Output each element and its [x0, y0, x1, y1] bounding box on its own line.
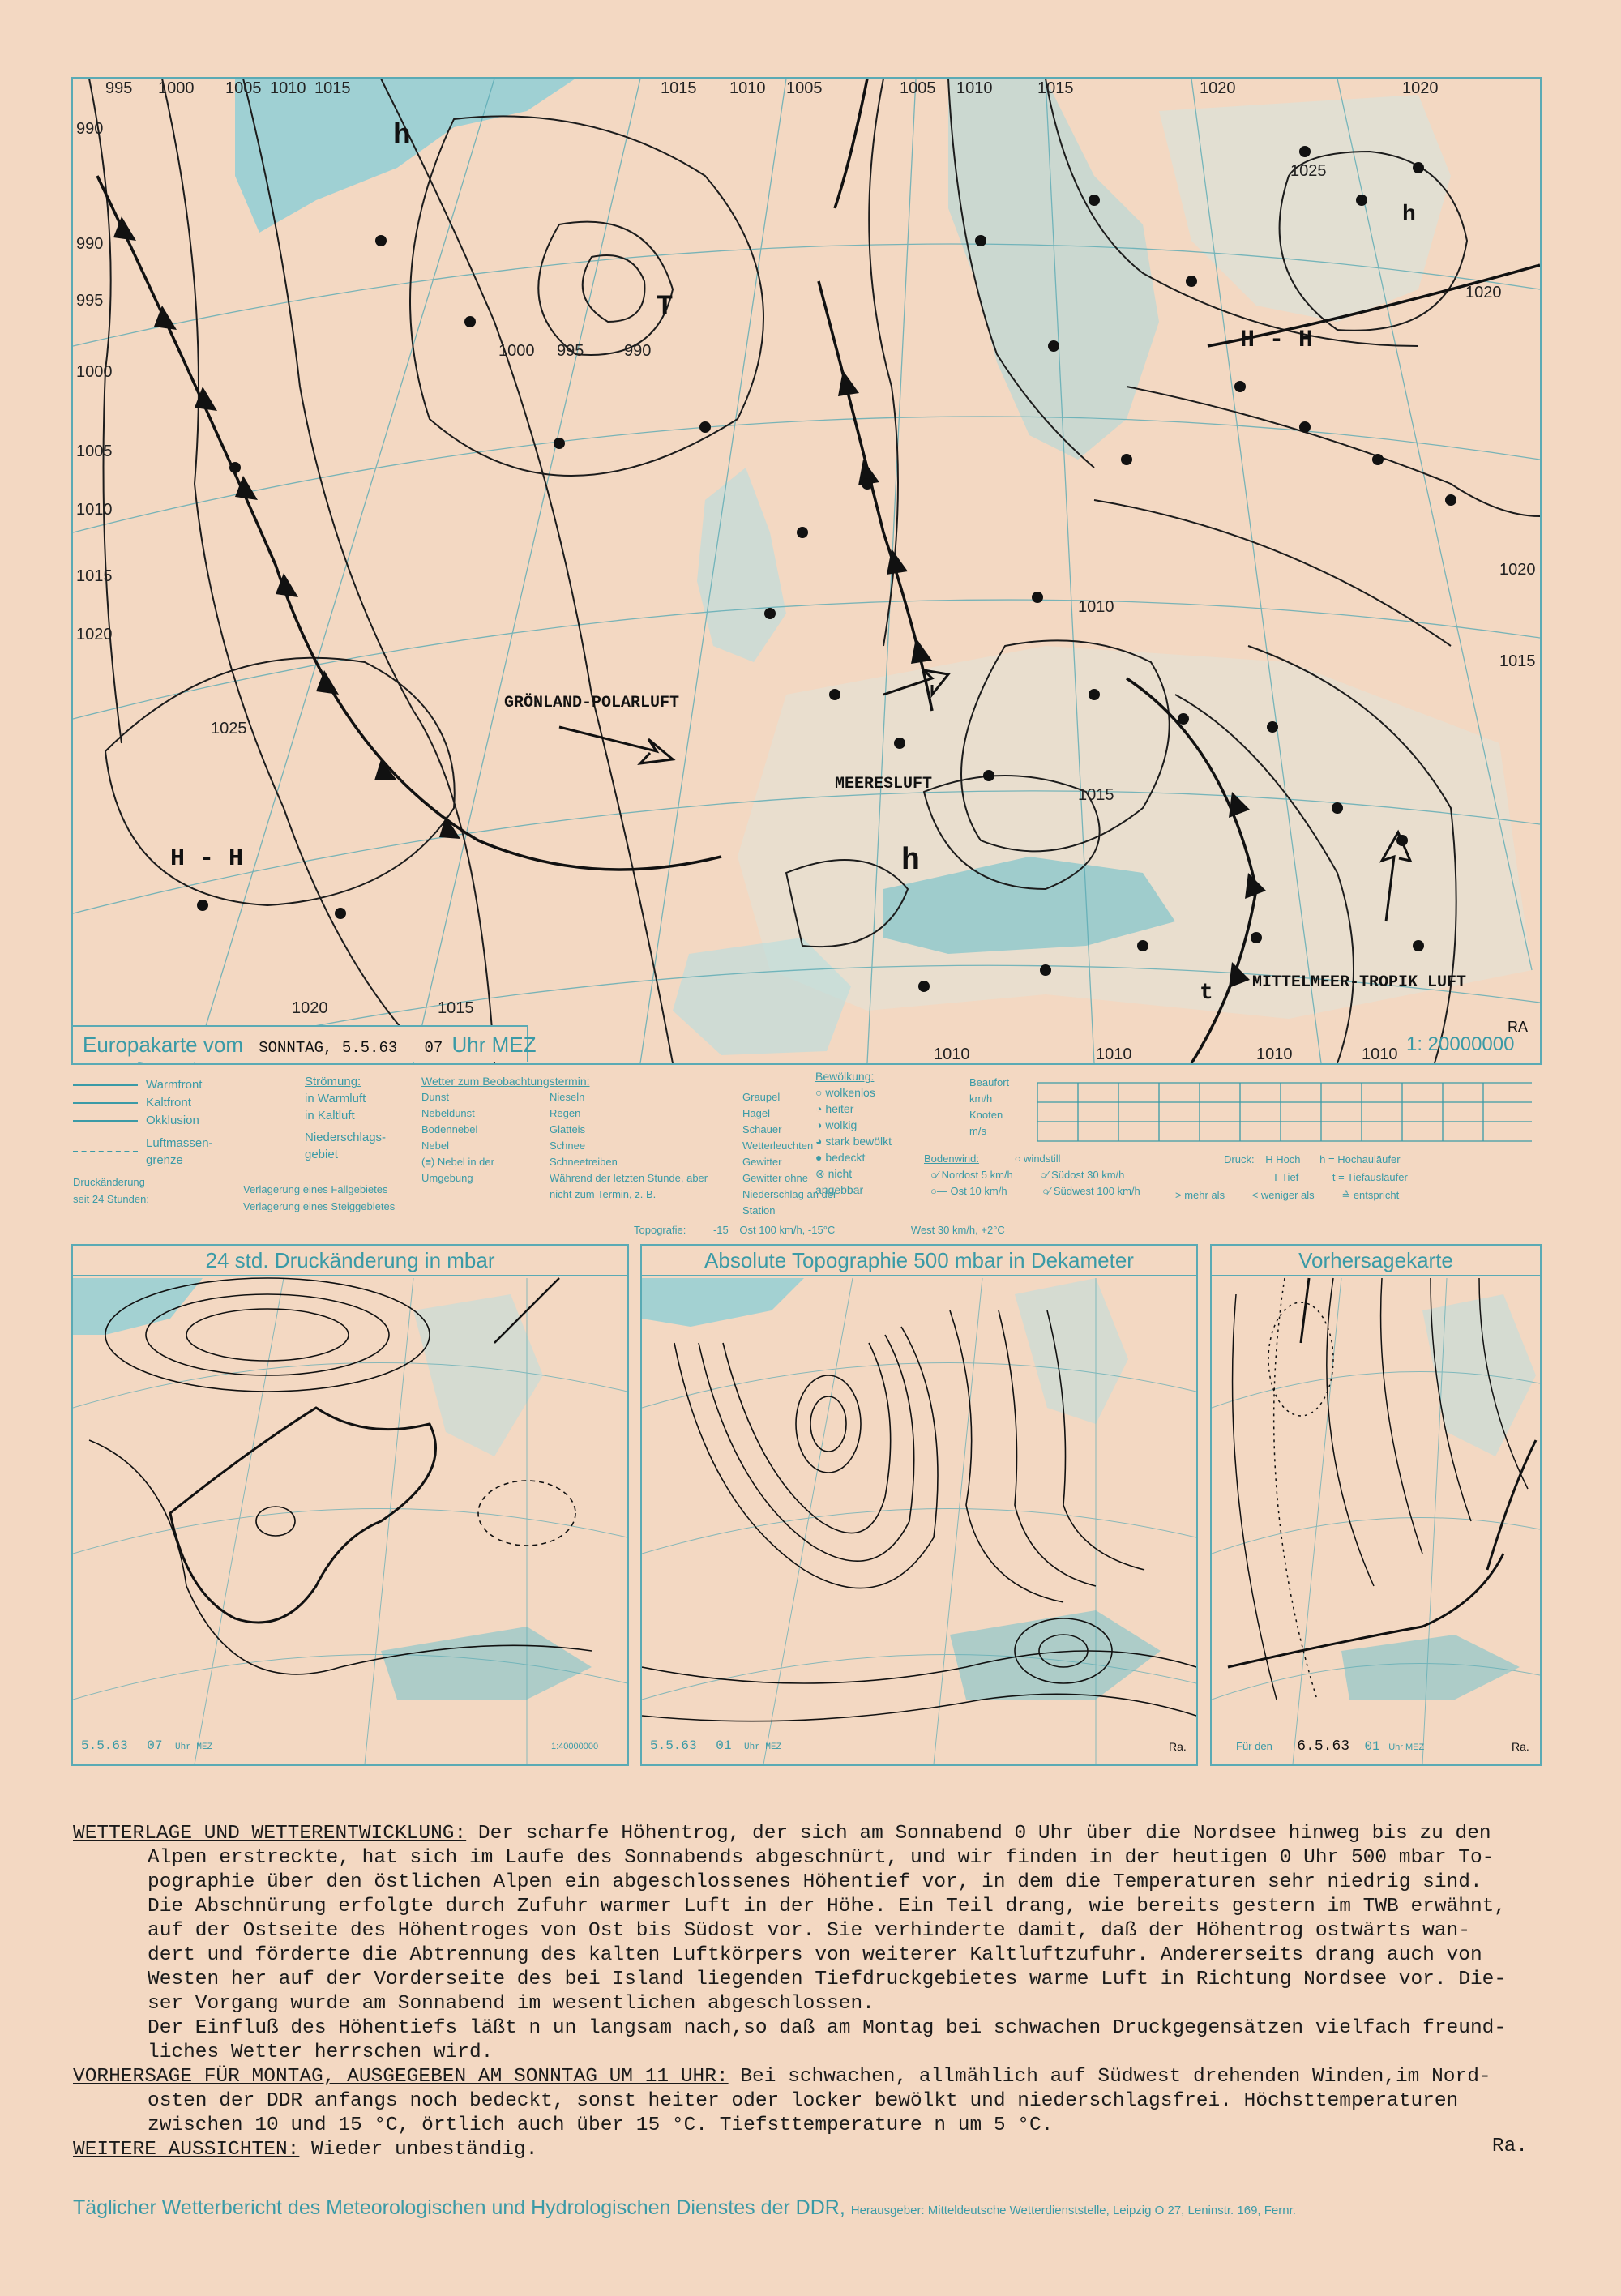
svg-text:1000: 1000: [158, 79, 195, 97]
svg-text:1005: 1005: [225, 79, 262, 97]
legend-bedeckt: bedeckt: [825, 1151, 866, 1164]
british-isles: [697, 468, 786, 662]
wetterlage-line-9: liches Wetter herrschen wird.: [148, 2042, 494, 2063]
wetterlage-line-5: dert und förderte die Abtrennung des kalten Luftkörpers von weiterer Kaltluftzufuhr. Andererseits drang auch von: [148, 1944, 1482, 1966]
small-map-1-date: 5.5.63: [81, 1738, 128, 1753]
legend-hagel: Hagel: [742, 1107, 770, 1119]
heading-wetterlage: WETTERLAGE UND WETTERENTWICKLUNG:: [73, 1823, 467, 1845]
wetterlage-line-2: pographie über den östlichen Alpen ein abgeschlossenes Höhentief vor, in dem die Temperaturen sehr niedrig sind.: [148, 1871, 1482, 1893]
greenland-coast: [235, 79, 575, 233]
svg-text:1010: 1010: [270, 79, 306, 97]
legend-windstill: windstill: [1024, 1152, 1061, 1165]
legend-mehr-als: mehr als: [1184, 1189, 1225, 1201]
svg-text:1020: 1020: [1402, 79, 1439, 97]
svg-text:1025: 1025: [1290, 162, 1327, 180]
vorhersage-line-0: Bei schwachen, allmählich auf Südwest drehenden Winden,im Nord-: [728, 2066, 1491, 2088]
map-caption: [73, 1025, 537, 1062]
scandinavia-land: [948, 79, 1159, 460]
svg-text:995: 995: [76, 292, 104, 310]
svg-text:990: 990: [76, 235, 104, 253]
svg-text:h: h: [1402, 203, 1416, 228]
small-map-3-date: 6.5.63: [1297, 1738, 1350, 1755]
airmass-label-mittelmeer: MITTELMEER-TROPIK LUFT: [1252, 973, 1467, 992]
airmass-label-meeresluft: MEERESLUFT: [835, 775, 933, 793]
legend-schneetreiben: Schneetreiben: [550, 1156, 618, 1168]
svg-text:1000: 1000: [76, 363, 113, 381]
legend-stroemung-title: Strömung:: [305, 1075, 361, 1088]
small-map-3-drawing: [1212, 1246, 1540, 1764]
wetterlage-line-8: Der Einfluß des Höhentiefs läßt n un langsam nach,so daß am Montag bei schwachen Druckgegensätzen vielfach freund-: [148, 2017, 1507, 2039]
map-caption-hour: 07: [424, 1039, 443, 1057]
wetterlage-line-7: ser Vorgang wurde am Sonnabend im wesentlichen abgeschlossen.: [148, 1993, 875, 2015]
svg-text:1020: 1020: [1200, 79, 1236, 97]
legend-wetter: [421, 1073, 1005, 1238]
legend-tiefauslaeufer: t = Tiefausläufer: [1332, 1171, 1408, 1183]
legend-wetterleuchten: Wetterleuchten: [742, 1139, 814, 1152]
legend-hochauslaeufer: h = Hochauläufer: [1319, 1153, 1401, 1165]
svg-text:h: h: [393, 119, 411, 152]
svg-text:1015: 1015: [1037, 79, 1074, 97]
paragraph-aussichten: [73, 2138, 1544, 2162]
small-map-2-hour: 01: [716, 1738, 732, 1753]
legend-hoch: Hoch: [1276, 1153, 1301, 1165]
wetterlage-line-3: Die Abschnürung erfolgte durch Zufuhr warmer Luft in der Höhe. Ein Teil drang, wie bereits gestern im TWB erwähnt,: [148, 1896, 1507, 1918]
svg-text:1015: 1015: [1078, 786, 1114, 804]
svg-text:1010: 1010: [1362, 1045, 1398, 1063]
svg-text:1010: 1010: [956, 79, 993, 97]
legend-in-warmluft: in Warmluft: [305, 1092, 366, 1105]
svg-text:1005: 1005: [786, 79, 823, 97]
legend-niederschlagsgebiet: Niederschlags-gebiet: [305, 1131, 387, 1161]
legend-suedwest: Südwest 100 km/h: [1053, 1185, 1140, 1197]
legend-beaufort-ms: m/s: [969, 1125, 986, 1137]
legend-fronts: [73, 1076, 219, 1208]
wetterlage-line-6: Westen her auf der Vorderseite des bei Island liegenden Tiefdruckgebietes warme Luft in Richtung Nordsee vor. Die-: [148, 1969, 1507, 1990]
legend-bewoelkung-title: Bewölkung:: [815, 1070, 875, 1083]
legend-bodenwind: Bodenwind: ○ windstill ○⁄ Nordost 5 km/h ○⁄ Südost 30 km/h ○— Ost 10 km/h ○⁄ Südwest 100 km/h: [924, 1152, 1140, 1197]
map-caption-unit: Uhr MEZ: [451, 1033, 537, 1057]
small-map-2-signature: Ra.: [1169, 1740, 1187, 1753]
legend-topografie-value: -15: [712, 1224, 729, 1236]
vorhersage-line-2: zwischen 10 und 15 °C, örtlich auch über 15 °C. Tiefsttemperature n um 5 °C.: [148, 2114, 1054, 2136]
svg-text:995: 995: [557, 342, 584, 360]
svg-text:1010: 1010: [1096, 1045, 1132, 1063]
legend-in-kaltluft: in Kaltluft: [305, 1109, 355, 1122]
legend-suedost: Südost 30 km/h: [1051, 1169, 1125, 1181]
text-signature: Ra.: [1491, 2136, 1528, 2157]
map-scale: 1: 20000000: [1406, 1033, 1515, 1055]
small-map-3-signature: Ra.: [1512, 1740, 1529, 1753]
small-map-1-unit: Uhr MEZ: [175, 1742, 213, 1752]
legend-nordost: Nordost 5 km/h: [941, 1169, 1013, 1181]
legend-schauer: Schauer: [742, 1123, 782, 1135]
svg-text:1020: 1020: [76, 626, 113, 643]
legend-beaufort-knoten: Knoten: [969, 1109, 1003, 1121]
legend-regen: Regen: [550, 1107, 581, 1119]
small-map-topography-500: [640, 1244, 1198, 1766]
low-centre-iceland: T: [657, 292, 674, 323]
svg-text:1010: 1010: [1256, 1045, 1293, 1063]
legend-seit-24h: seit 24 Stunden:: [73, 1193, 149, 1205]
legend-dunst: Dunst: [421, 1091, 449, 1103]
svg-text:1005: 1005: [900, 79, 936, 97]
legend-stroemung: [243, 1073, 395, 1215]
map-caption-date: SONNTAG, 5.5.63: [259, 1039, 398, 1057]
legend-nebel-umgebung: (≡) Nebel in der Umgebung: [421, 1156, 494, 1184]
europe-mainland: [738, 646, 1532, 1019]
legend-gewitter-ohne: Gewitter ohne Niederschlag an der Station: [742, 1172, 837, 1216]
svg-text:1010: 1010: [76, 501, 113, 519]
vorhersage-line-1: osten der DDR anfangs noch bedeckt, sonst heiter oder locker bewölkt und niederschlagsfrei. Höchsttemperaturen: [148, 2090, 1459, 2112]
legend-bewoelkung: Bewölkung: ○ wolkenlos ◔ heiter ◑ wolkig ◕ stark bewölkt ● bedeckt ⊗ nicht angebbar: [815, 1070, 892, 1196]
main-weather-map: [71, 77, 1542, 1065]
legend-bodenwind-title: Bodenwind:: [924, 1152, 979, 1165]
small-map-2-drawing: [642, 1246, 1196, 1764]
small-map-3-unit: Uhr MEZ: [1388, 1742, 1425, 1752]
svg-text:995: 995: [105, 79, 133, 97]
svg-text:1005: 1005: [76, 443, 113, 460]
legend-stark-bewoelkt: stark bewölkt: [825, 1135, 892, 1148]
legend-glatteis: Glatteis: [550, 1123, 586, 1135]
legend-kaltfront: Kaltfront: [146, 1096, 191, 1110]
svg-text:1020: 1020: [1465, 284, 1502, 301]
svg-text:1015: 1015: [661, 79, 697, 97]
legend-entspricht: entspricht: [1353, 1189, 1400, 1201]
footer-publisher: Herausgeber: Mitteldeutsche Wetterdienststelle, Leipzig O 27, Leninstr. 169, Fernr.: [850, 2204, 1296, 2217]
legend-okklusion: Okklusion: [146, 1114, 199, 1127]
small-map-3-title: Vorhersagekarte: [1212, 1246, 1540, 1276]
small-map-pressure-change: [71, 1244, 629, 1766]
legend-tief: Tief: [1281, 1171, 1299, 1183]
legend-nebel: Nebel: [421, 1139, 449, 1152]
svg-text:t: t: [1200, 981, 1213, 1006]
svg-text:1015: 1015: [76, 567, 113, 585]
legend-ost: Ost 10 km/h: [950, 1185, 1007, 1197]
footer: [73, 2196, 1296, 2220]
legend-beaufort-title: Beaufort: [969, 1076, 1010, 1088]
legend-druckaenderung: Druckänderung: [73, 1176, 145, 1188]
svg-text:1010: 1010: [1078, 598, 1114, 616]
airmass-label-polar: GRÖNLAND-POLARLUFT: [504, 694, 680, 712]
svg-text:h: h: [901, 844, 920, 879]
map-caption-prefix: Europakarte vom: [83, 1033, 243, 1057]
svg-text:1025: 1025: [211, 720, 247, 738]
legend-verlagerung-steig: Verlagerung eines Steiggebietes: [243, 1200, 396, 1212]
footer-main: Täglicher Wetterbericht des Meteorologischen und Hydrologischen Dienstes der DDR,: [73, 2196, 845, 2219]
small-map-1-scale: 1:40000000: [551, 1742, 599, 1751]
small-map-1-hour: 07: [147, 1738, 163, 1753]
legend-topografie-title: Topografie:: [634, 1224, 686, 1236]
legend-schnee: Schnee: [550, 1139, 586, 1152]
isobar-labels-top: [105, 79, 1439, 97]
legend-nieseln: Nieseln: [550, 1091, 585, 1103]
high-centre-scandinavia: H - H: [1240, 327, 1314, 354]
heading-aussichten: WEITERE AUSSICHTEN:: [73, 2139, 300, 2161]
legend-topografie-west: West 30 km/h, +2°C: [910, 1224, 1005, 1236]
map-signature: RA: [1508, 1019, 1529, 1035]
weather-text: [73, 1822, 1544, 2162]
wetterlage-line-0: Der scharfe Höhentrog, der sich am Sonnabend 0 Uhr über die Nordsee hinweg bis zu den: [466, 1823, 1491, 1845]
svg-text:1020: 1020: [292, 999, 328, 1017]
svg-text:1015: 1015: [1499, 652, 1536, 670]
small-map-2-date: 5.5.63: [650, 1738, 697, 1753]
wetterlage-line-1: Alpen erstreckte, hat sich im Laufe des Sonnabends abgeschnürt, und wir finden in der heutigen 0 Uhr 500 mbar To-: [148, 1847, 1495, 1869]
svg-text:1010: 1010: [729, 79, 766, 97]
small-map-3-for-label: Für den: [1236, 1740, 1272, 1752]
legend-luftmassengrenze: Luftmassen-grenze: [146, 1136, 213, 1167]
svg-text:1000: 1000: [498, 342, 535, 360]
legend-verlagerung-fall: Verlagerung eines Fallgebietes: [243, 1183, 388, 1195]
beaufort-scale: [1037, 1078, 1532, 1144]
legend-letzte-stunde: Während der letzten Stunde, aber nicht zum Termin, z. B.: [550, 1172, 708, 1200]
paragraph-wetterlage-first: [73, 1822, 1544, 1846]
small-map-3-hour: 01: [1364, 1739, 1380, 1754]
main-map-drawing: [73, 79, 1540, 1063]
small-map-2-title: Absolute Topographie 500 mbar in Dekameter: [642, 1246, 1196, 1276]
legend-nicht-angebbar: nicht angebbar: [815, 1167, 864, 1196]
legend-wolkenlos: wolkenlos: [825, 1086, 875, 1099]
legend-beaufort-kmh: km/h: [969, 1092, 993, 1105]
svg-text:1010: 1010: [934, 1045, 970, 1063]
legend-warmfront: Warmfront: [146, 1078, 203, 1092]
paragraph-vorhersage-first: [73, 2065, 1544, 2089]
legend-gewitter: Gewitter: [742, 1156, 782, 1168]
legend-wetter-title: Wetter zum Beobachtungstermin:: [421, 1075, 590, 1088]
legend-nebeldunst: Nebeldunst: [421, 1107, 475, 1119]
aussichten-text: Wieder unbeständig.: [299, 2139, 538, 2161]
wetterlage-line-4: auf der Ostseite des Höhentroges von Ost bis Südost vor. Sie verhinderte damit, daß der Höhentrog ostwärts wan-: [148, 1920, 1470, 1942]
small-map-forecast: [1210, 1244, 1542, 1766]
heading-vorhersage: VORHERSAGE FÜR MONTAG, AUSGEGEBEN AM SONNTAG UM 11 UHR:: [73, 2066, 729, 2088]
svg-text:990: 990: [76, 120, 104, 138]
small-map-2-unit: Uhr MEZ: [744, 1742, 782, 1752]
small-map-1-drawing: [73, 1246, 627, 1764]
small-map-1-title: 24 std. Druckänderung in mbar: [73, 1246, 627, 1276]
svg-text:990: 990: [624, 342, 652, 360]
legend-heiter: heiter: [825, 1102, 854, 1115]
legend-druck: Druck: H Hoch h = Hochauläufer T Tief t = Tiefausläufer > mehr als < weniger als ≙ entspricht: [1175, 1153, 1408, 1201]
legend-beaufort: [969, 1075, 1009, 1139]
legend-bodennebel: Bodennebel: [421, 1123, 478, 1135]
high-centre-azores: H - H: [170, 845, 244, 873]
legend-graupel: Graupel: [742, 1091, 781, 1103]
legend-weniger-als: weniger als: [1260, 1189, 1315, 1201]
legend-topografie-ost: Ost 100 km/h, -15°C: [739, 1224, 836, 1236]
svg-text:1020: 1020: [1499, 561, 1536, 579]
svg-text:1015: 1015: [438, 999, 474, 1017]
svg-text:1015: 1015: [314, 79, 351, 97]
legend-wolkig: wolkig: [825, 1118, 858, 1131]
legend-druck-title: Druck:: [1224, 1153, 1255, 1165]
